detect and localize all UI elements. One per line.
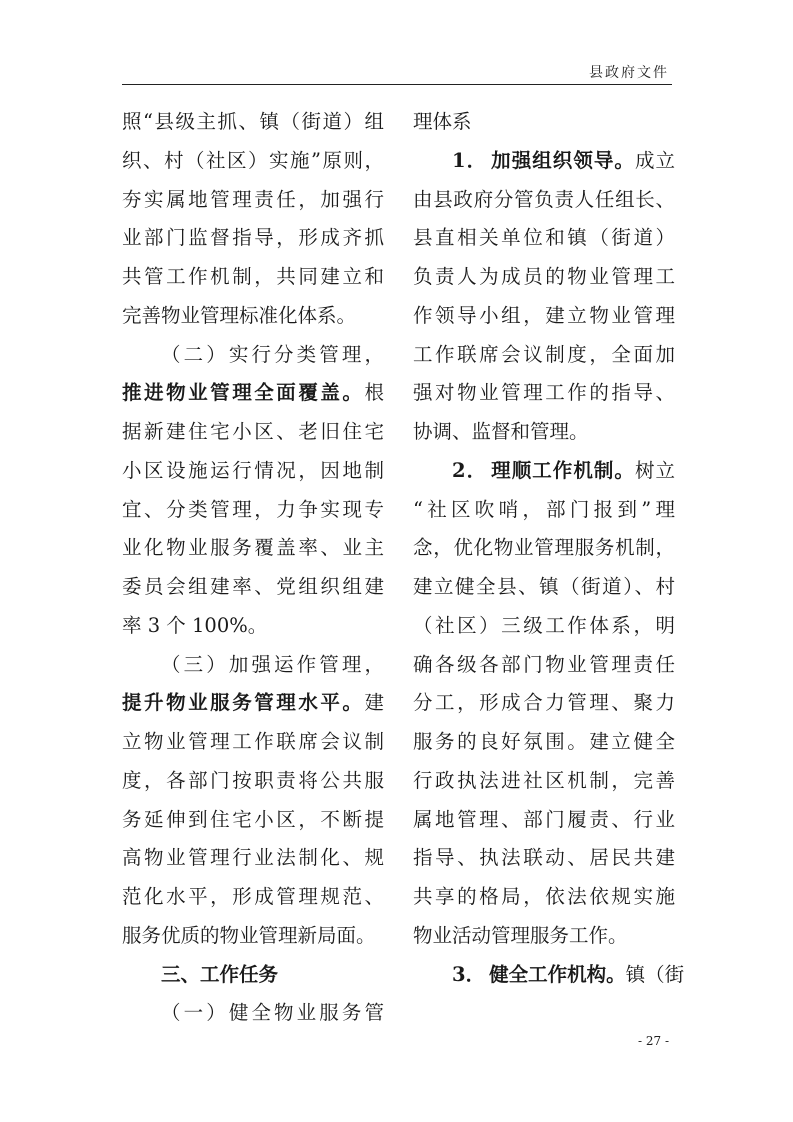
text-fragment: 根 [364, 381, 384, 405]
section-heading-3: （三）加强运作管理， [161, 652, 384, 676]
header-title: 县政府文件 [589, 65, 669, 81]
text-line: 确各级各部门物业管理责任 [413, 652, 675, 676]
text-line: 完善物业管理标准化体系。 [122, 303, 357, 327]
text-line: 县直相关单位和镇（街道） [413, 226, 675, 250]
text-line: 共管工作机制，共同建立和 [122, 265, 384, 288]
item-heading: 健全工作机构。 [489, 962, 626, 986]
text-line: 工作联席会议制度，全面加 [413, 342, 675, 366]
text-line: 立物业管理工作联席会议制 [122, 730, 384, 753]
text-fragment: 成立 [634, 148, 675, 172]
text-fragment: 建 [364, 691, 384, 715]
text-line [413, 956, 685, 995]
text-line: 委员会组建率、党组织组建 [122, 575, 384, 598]
text-line: 宜、分类管理，力争实现专 [122, 497, 384, 521]
text-line: 高物业管理行业法制化、规 [122, 846, 384, 870]
text-line: 照“县级主抓、镇（街道）组 [122, 110, 384, 133]
item-number: 3． [452, 962, 486, 986]
item-number: 1． [452, 148, 488, 172]
text-line: 据新建住宅小区、老旧住宅 [122, 420, 384, 443]
text-line: 分工，形成合力管理、聚力 [413, 691, 675, 715]
section-heading-2: （二）实行分类管理， [161, 342, 384, 366]
item-heading: 理顺工作机制。 [491, 458, 635, 482]
text-line: 强对物业管理工作的指导、 [413, 381, 675, 405]
text-line: 度，各部门按职责将公共服 [122, 768, 384, 792]
text-line: （社区）三级工作体系，明 [413, 613, 675, 637]
page-number: - 27 - [637, 1034, 669, 1048]
text-line: 率 3 个 100%。 [122, 613, 268, 637]
text-line [413, 452, 675, 491]
text-line [122, 374, 384, 413]
text-line: 物业活动管理服务工作。 [413, 923, 628, 947]
text-line: 务延伸到住宅小区，不断提 [122, 807, 384, 831]
text-line [122, 684, 384, 723]
text-line [413, 142, 675, 181]
text-line: 范化水平，形成管理规范、 [122, 885, 384, 908]
left-column [122, 103, 384, 1033]
right-column [413, 103, 685, 994]
section-heading-1-cont: 理体系 [413, 110, 472, 133]
text-line: 服务的良好氛围。建立健全 [413, 730, 675, 753]
text-fragment: 树立 [634, 458, 675, 482]
part-heading: 三、工作任务 [161, 962, 279, 986]
section-heading-2-cont: 推进物业管理全面覆盖。 [122, 381, 365, 405]
text-line: 指导、执法联动、居民共建 [413, 846, 675, 870]
text-line: 织、村（社区）实施”原则， [122, 148, 384, 172]
text-line: 行政执法进社区机制，完善 [413, 768, 675, 792]
text-line: 念，优化物业管理服务机制， [413, 536, 675, 560]
text-line: 业部门监督指导，形成齐抓 [122, 226, 384, 250]
text-line: 由县政府分管负责人任组长、 [413, 187, 675, 211]
section-heading-1: （一）健全物业服务管 [161, 1001, 384, 1025]
text-line: 建立健全县、镇（街道）、村 [413, 575, 675, 598]
header-divider [122, 84, 672, 85]
text-line: “社区吹哨，部门报到”理 [413, 497, 675, 521]
text-fragment: 镇（街 [625, 962, 685, 986]
text-line: 作领导小组，建立物业管理 [413, 303, 675, 327]
item-number: 2． [452, 458, 488, 482]
section-heading-3-cont: 提升物业服务管理水平。 [122, 691, 365, 715]
text-line: 共享的格局，依法依规实施 [413, 885, 675, 908]
text-line: 夯实属地管理责任，加强行 [122, 187, 384, 211]
item-heading: 加强组织领导。 [491, 148, 635, 172]
text-line: 协调、监督和管理。 [413, 420, 589, 443]
text-line: 属地管理、部门履责、行业 [413, 807, 675, 831]
text-line: 负责人为成员的物业管理工 [413, 265, 675, 288]
text-line: 服务优质的物业管理新局面。 [122, 923, 376, 947]
text-line: 小区设施运行情况，因地制 [122, 458, 384, 482]
text-line: 业化物业服务覆盖率、业主 [122, 536, 384, 560]
